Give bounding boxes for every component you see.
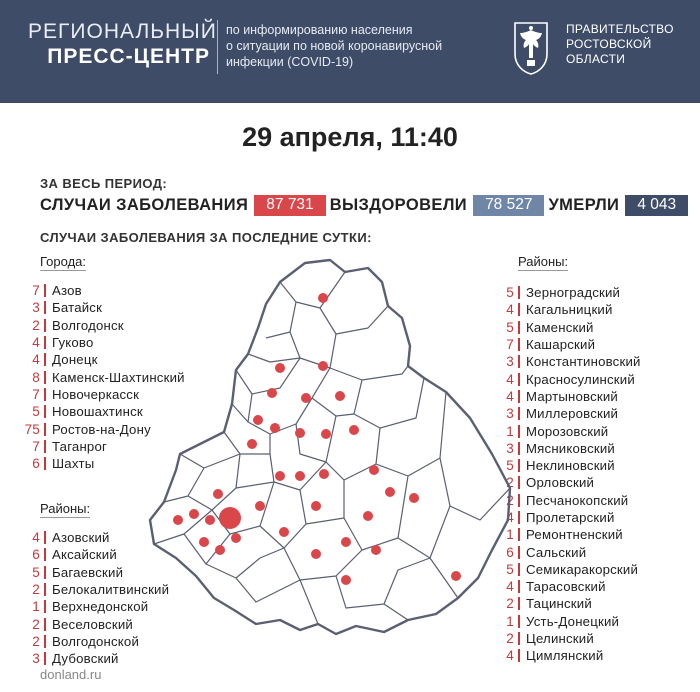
- case-count: 5: [32, 404, 40, 420]
- count-separator: [44, 336, 46, 349]
- count-separator: [44, 423, 46, 436]
- count-separator: [44, 566, 46, 579]
- map-dot: [205, 515, 215, 525]
- place-name: Каменский: [526, 319, 594, 335]
- place-name: Дубовский: [52, 651, 119, 667]
- place-name: Усть-Донецкий: [526, 613, 620, 629]
- place-name: Цимлянский: [526, 648, 604, 664]
- recovered-label: ВЫЗДОРОВЕЛИ: [329, 195, 468, 214]
- map-dot: [247, 439, 257, 449]
- map-dot: [451, 571, 461, 581]
- place-name: Белокалитвинский: [52, 582, 170, 598]
- districts-right-title: Районы:: [518, 254, 569, 269]
- place-name: Донецк: [52, 352, 98, 368]
- case-count: 7: [32, 438, 40, 454]
- place-name: Ремонтненский: [526, 527, 623, 543]
- place-name: Мартыновский: [526, 388, 619, 404]
- case-count: 5: [506, 458, 514, 474]
- place-name: Батайск: [52, 300, 103, 316]
- count-separator: [44, 405, 46, 418]
- coat-of-arms-icon: [512, 20, 550, 76]
- count-separator: [44, 388, 46, 401]
- map-dot: [215, 545, 225, 555]
- case-count: 6: [506, 544, 514, 560]
- place-name: Константиновский: [526, 354, 641, 370]
- map-dot: [231, 533, 241, 543]
- place-name: Ростов-на-Дону: [52, 421, 151, 437]
- map-dot: [319, 469, 329, 479]
- header-divider: [217, 20, 218, 74]
- case-count: 1: [506, 527, 514, 543]
- map-dot: [270, 423, 280, 433]
- place-name: Сальский: [526, 544, 587, 560]
- case-count: 4: [506, 388, 514, 404]
- count-separator: [518, 649, 520, 662]
- map-dot: [385, 487, 395, 497]
- description-line: о ситуации по новой коронавирусной: [226, 39, 443, 53]
- place-name: Целинский: [526, 631, 594, 647]
- place-name: Шахты: [52, 456, 95, 472]
- case-count: 1: [506, 613, 514, 629]
- case-count: 7: [32, 386, 40, 402]
- case-count: 3: [506, 354, 514, 370]
- case-count: 5: [506, 319, 514, 335]
- case-count: 4: [32, 352, 40, 368]
- map-dot: [295, 471, 305, 481]
- map-dot: [219, 507, 241, 529]
- map-dot: [371, 545, 381, 555]
- place-name: Тарасовский: [526, 579, 606, 595]
- gov-line: ПРАВИТЕЛЬСТВО: [566, 22, 674, 36]
- map-dot: [275, 471, 285, 481]
- case-count: 2: [506, 631, 514, 647]
- map-dot: [213, 489, 223, 499]
- gov-line: ОБЛАСТИ: [566, 52, 626, 66]
- map-dot: [275, 363, 285, 373]
- map-dot: [369, 465, 379, 475]
- cases-value: 87 731: [254, 195, 325, 216]
- case-count: 1: [506, 423, 514, 439]
- totals-row: [40, 194, 692, 216]
- place-name: Песчанокопский: [526, 492, 629, 508]
- districts-left-title: Районы:: [40, 501, 91, 516]
- place-name: Гуково: [52, 335, 94, 351]
- map-dot: [173, 515, 183, 525]
- place-name: Зерноградский: [526, 285, 621, 301]
- case-count: 2: [506, 492, 514, 508]
- place-name: Новочеркасск: [52, 386, 140, 402]
- map-dot: [341, 537, 351, 547]
- description-line: по информированию населения: [226, 23, 413, 37]
- region-map: [140, 258, 520, 638]
- place-name: Азов: [52, 283, 82, 299]
- place-name: Миллеровский: [526, 406, 619, 422]
- place-name: Красносулинский: [526, 371, 635, 387]
- case-count: 4: [506, 302, 514, 318]
- map-dot: [321, 429, 331, 439]
- count-separator: [44, 548, 46, 561]
- deaths-value: 4 043: [625, 195, 688, 216]
- case-count: 2: [506, 596, 514, 612]
- case-count: 4: [506, 579, 514, 595]
- map-dot: [253, 415, 263, 425]
- daily-label: СЛУЧАИ ЗАБОЛЕВАНИЯ ЗА ПОСЛЕДНИЕ СУТКИ:: [40, 230, 372, 245]
- description-line: инфекции (COVID-19): [226, 55, 354, 69]
- place-name: Волгодонск: [52, 317, 124, 333]
- place-name: Верхнедонской: [52, 599, 149, 615]
- case-count: 4: [506, 510, 514, 525]
- map-dot: [255, 501, 265, 511]
- case-count: 5: [32, 564, 40, 580]
- place-name: Каменск-Шахтинский: [52, 369, 185, 385]
- map-dot: [301, 393, 311, 403]
- count-separator: [44, 371, 46, 384]
- gov-line: РОСТОВСКОЙ: [566, 37, 652, 51]
- deaths-label: УМЕРЛИ: [548, 195, 620, 214]
- case-dots: [173, 293, 461, 585]
- count-separator: [44, 635, 46, 648]
- case-count: 2: [506, 475, 514, 491]
- place-name: Багаевский: [52, 564, 124, 580]
- map-dot: [189, 509, 199, 519]
- place-name: Неклиновский: [526, 458, 615, 474]
- case-count: 3: [506, 406, 514, 422]
- map-dot: [363, 511, 373, 521]
- case-count: 4: [506, 371, 514, 387]
- case-count: 4: [32, 335, 40, 351]
- place-name: Веселовский: [52, 616, 133, 632]
- period-label: ЗА ВЕСЬ ПЕРИОД:: [40, 176, 168, 191]
- map-dot: [341, 575, 351, 585]
- count-separator: [44, 353, 46, 366]
- count-separator: [44, 531, 46, 544]
- place-name: Кашарский: [526, 337, 596, 353]
- place-name: Кагальницкий: [526, 302, 613, 318]
- case-count: 6: [32, 547, 40, 563]
- count-separator: [44, 618, 46, 631]
- brand-line2: ПРЕСС-ЦЕНТР: [47, 45, 210, 68]
- report-date: 29 апреля, 11:40: [242, 122, 458, 152]
- count-separator: [44, 652, 46, 665]
- map-dot: [295, 428, 305, 438]
- count-separator: [44, 583, 46, 596]
- place-name: Азовский: [52, 530, 110, 546]
- case-count: 1: [32, 599, 40, 615]
- place-name: Морозовский: [526, 423, 609, 439]
- place-name: Орловский: [526, 475, 595, 491]
- map-dot: [318, 293, 328, 303]
- case-count: 3: [32, 651, 40, 667]
- count-separator: [44, 600, 46, 613]
- place-name: Тацинский: [526, 596, 592, 612]
- place-name: Новошахтинск: [52, 404, 143, 420]
- header-banner: [0, 0, 700, 103]
- count-separator: [44, 457, 46, 470]
- map-dot: [311, 549, 321, 559]
- case-count: 2: [32, 633, 40, 649]
- count-separator: [44, 301, 46, 314]
- case-count: 5: [506, 561, 514, 577]
- count-separator: [44, 284, 46, 297]
- list-item: [492, 647, 641, 664]
- map-dot: [318, 361, 328, 371]
- case-count: 8: [32, 369, 40, 385]
- place-name: Аксайский: [52, 547, 117, 563]
- cases-label: СЛУЧАИ ЗАБОЛЕВАНИЯ: [40, 195, 249, 214]
- case-count: 3: [32, 300, 40, 316]
- case-count: 4: [506, 648, 514, 664]
- case-count: 3: [506, 440, 514, 456]
- press-center-logo: [28, 20, 217, 70]
- case-count: 7: [506, 337, 514, 353]
- case-count: 2: [32, 582, 40, 598]
- case-count: 7: [32, 283, 40, 299]
- header-description: [226, 22, 486, 70]
- case-count: 75: [24, 421, 40, 437]
- map-dot: [279, 527, 289, 537]
- place-name: Мясниковский: [526, 440, 615, 456]
- map-dot: [311, 501, 321, 511]
- count-separator: [44, 319, 46, 332]
- case-count: 2: [32, 317, 40, 333]
- count-separator: [44, 440, 46, 453]
- map-dot: [335, 391, 345, 401]
- cities-title: Города:: [40, 254, 87, 269]
- place-name: Пролетарский: [526, 510, 615, 525]
- case-count: 4: [32, 530, 40, 546]
- case-count: 6: [32, 456, 40, 472]
- place-name: Таганрог: [52, 438, 108, 454]
- map-dot: [409, 493, 419, 503]
- place-name: Волгодонской: [52, 633, 140, 649]
- government-title: [566, 22, 686, 67]
- case-count: 5: [506, 285, 514, 301]
- place-name: Семикаракорский: [526, 561, 639, 577]
- recovered-value: 78 527: [473, 195, 544, 216]
- footer-site: donland.ru: [40, 667, 102, 682]
- brand-line1: РЕГИОНАЛЬНЫЙ: [28, 20, 217, 43]
- list-item: [18, 650, 169, 667]
- case-count: 2: [32, 616, 40, 632]
- map-dot: [267, 388, 277, 398]
- map-dot: [199, 537, 209, 547]
- map-dot: [349, 425, 359, 435]
